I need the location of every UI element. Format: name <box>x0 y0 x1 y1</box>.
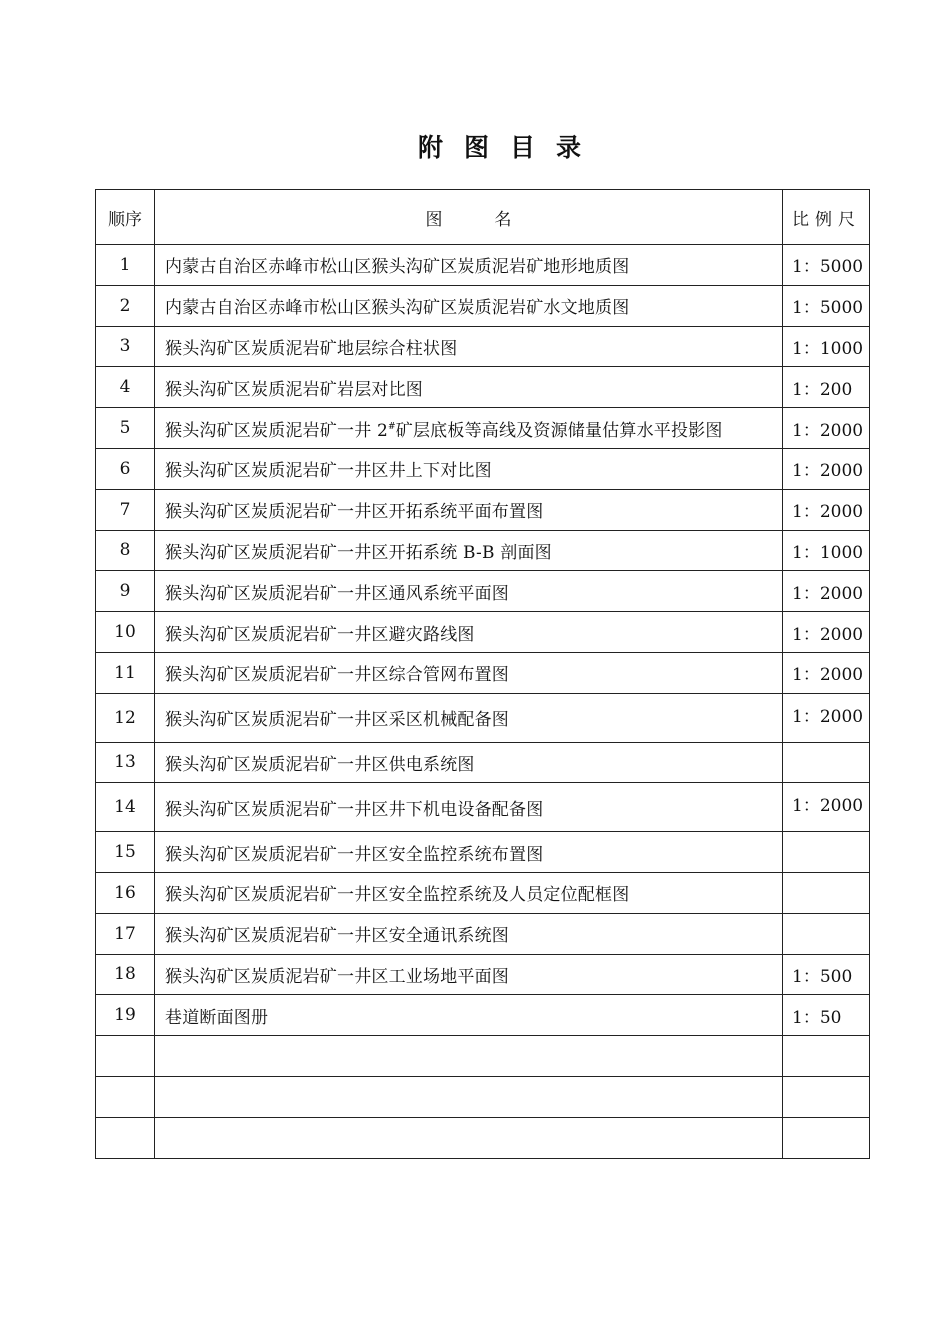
header-name: 图名 <box>155 190 783 245</box>
row-name <box>155 408 783 449</box>
table-row-empty <box>96 1036 870 1077</box>
row-scale: 1：2000 <box>783 408 870 449</box>
header-scale: 比例尺 <box>783 190 870 245</box>
row-name: 猴头沟矿区炭质泥岩矿一井区井上下对比图 <box>155 448 783 489</box>
table-row-empty <box>96 1076 870 1117</box>
row-seq: 1 <box>96 245 155 286</box>
row-scale: 1：5000 <box>783 285 870 326</box>
row-scale <box>783 742 870 783</box>
row-scale: 1：2000 <box>783 489 870 530</box>
row-name: 猴头沟矿区炭质泥岩矿一井区避灾路线图 <box>155 612 783 653</box>
row-name: 猴头沟矿区炭质泥岩矿一井区供电系统图 <box>155 742 783 783</box>
row-seq: 13 <box>96 742 155 783</box>
table-row <box>96 530 870 571</box>
row-scale: 1：2000 <box>783 693 870 742</box>
table-row <box>96 652 870 693</box>
row-scale <box>783 872 870 913</box>
row-scale: 1：2000 <box>783 612 870 653</box>
row-seq: 14 <box>96 783 155 832</box>
table-row <box>96 995 870 1036</box>
table-row <box>96 489 870 530</box>
row-scale: 1：2000 <box>783 783 870 832</box>
row-name: 猴头沟矿区炭质泥岩矿一井区通风系统平面图 <box>155 571 783 612</box>
table-row <box>96 783 870 832</box>
row-name: 内蒙古自治区赤峰市松山区猴头沟矿区炭质泥岩矿水文地质图 <box>155 285 783 326</box>
table-row <box>96 742 870 783</box>
row-scale <box>783 832 870 873</box>
row-seq: 18 <box>96 954 155 995</box>
table-row-empty <box>96 1117 870 1158</box>
row-seq: 16 <box>96 872 155 913</box>
row-name: 巷道断面图册 <box>155 995 783 1036</box>
appendix-figure-table <box>95 189 870 1159</box>
row-name: 猴头沟矿区炭质泥岩矿一井区工业场地平面图 <box>155 954 783 995</box>
row-scale <box>783 1036 870 1077</box>
row-seq: 19 <box>96 995 155 1036</box>
table-row <box>96 571 870 612</box>
row-scale: 1：500 <box>783 954 870 995</box>
row-seq: 3 <box>96 326 155 367</box>
row-name <box>155 1076 783 1117</box>
row-name: 猴头沟矿区炭质泥岩矿一井区综合管网布置图 <box>155 652 783 693</box>
table-row <box>96 872 870 913</box>
row-name: 猴头沟矿区炭质泥岩矿一井区安全监控系统及人员定位配框图 <box>155 872 783 913</box>
row-name: 猴头沟矿区炭质泥岩矿一井区井下机电设备配备图 <box>155 783 783 832</box>
row-scale: 1：2000 <box>783 571 870 612</box>
row-seq: 15 <box>96 832 155 873</box>
row-seq: 12 <box>96 693 155 742</box>
table-row <box>96 408 870 449</box>
row-seq: 17 <box>96 913 155 954</box>
table-row <box>96 326 870 367</box>
row-scale: 1：200 <box>783 367 870 408</box>
row-name: 内蒙古自治区赤峰市松山区猴头沟矿区炭质泥岩矿地形地质图 <box>155 245 783 286</box>
row-scale: 1：5000 <box>783 245 870 286</box>
table-row <box>96 285 870 326</box>
header-seq: 顺序 <box>96 190 155 245</box>
row-scale: 1：1000 <box>783 530 870 571</box>
row-seq: 4 <box>96 367 155 408</box>
row-scale: 1：1000 <box>783 326 870 367</box>
table-row <box>96 954 870 995</box>
table-row <box>96 245 870 286</box>
table-row <box>96 612 870 653</box>
seam-number-mark: # <box>388 421 396 432</box>
row-seq: 5 <box>96 408 155 449</box>
row-seq: 11 <box>96 652 155 693</box>
row-scale <box>783 913 870 954</box>
row-name: 猴头沟矿区炭质泥岩矿岩层对比图 <box>155 367 783 408</box>
row-name: 猴头沟矿区炭质泥岩矿地层综合柱状图 <box>155 326 783 367</box>
table-row <box>96 367 870 408</box>
row-seq <box>96 1117 155 1158</box>
row-seq: 6 <box>96 448 155 489</box>
row-scale: 1：2000 <box>783 652 870 693</box>
row-seq: 10 <box>96 612 155 653</box>
table-header-row <box>96 190 870 245</box>
row-name: 猴头沟矿区炭质泥岩矿一井区安全监控系统布置图 <box>155 832 783 873</box>
row-scale: 1：50 <box>783 995 870 1036</box>
row-seq: 2 <box>96 285 155 326</box>
table-row <box>96 448 870 489</box>
table-row <box>96 832 870 873</box>
row-name: 猴头沟矿区炭质泥岩矿一井区安全通讯系统图 <box>155 913 783 954</box>
row-name <box>155 1117 783 1158</box>
row-name: 猴头沟矿区炭质泥岩矿一井区开拓系统 B-B 剖面图 <box>155 530 783 571</box>
table-row <box>96 913 870 954</box>
row-seq <box>96 1036 155 1077</box>
row-scale: 1：2000 <box>783 448 870 489</box>
row-name-part: 猴头沟矿区炭质泥岩矿一井 2 <box>165 420 389 441</box>
row-name: 猴头沟矿区炭质泥岩矿一井区开拓系统平面布置图 <box>155 489 783 530</box>
row-name <box>155 1036 783 1077</box>
page-title: 附图目录 <box>417 133 602 162</box>
row-seq: 9 <box>96 571 155 612</box>
row-seq <box>96 1076 155 1117</box>
table-row <box>96 693 870 742</box>
row-seq: 8 <box>96 530 155 571</box>
row-seq: 7 <box>96 489 155 530</box>
row-name: 猴头沟矿区炭质泥岩矿一井区采区机械配备图 <box>155 693 783 742</box>
row-name-part: 矿层底板等高线及资源储量估算水平投影图 <box>395 420 723 441</box>
row-scale <box>783 1117 870 1158</box>
row-scale <box>783 1076 870 1117</box>
